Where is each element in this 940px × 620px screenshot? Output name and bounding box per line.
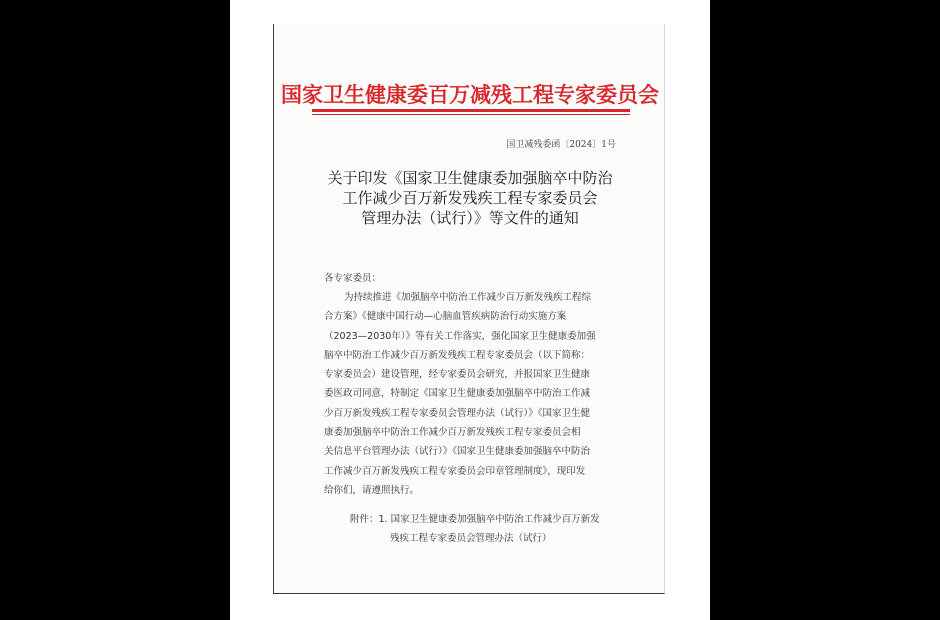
document-viewer: [230, 0, 710, 620]
attachment-item-continued: 残疾工程专家委员会管理办法（试行）: [390, 533, 552, 544]
body-line: 康委加强脑卒中防治工作减少百万新发残疾工程专家委员会相: [324, 427, 581, 439]
title-line: 管理办法（试行）》等文件的通知: [361, 209, 579, 227]
title-line: 工作减少百万新发残疾工程专家委员会: [342, 189, 598, 207]
salutation: 各专家委员：: [324, 273, 382, 284]
body-line: 给你们，请遵照执行。: [324, 484, 420, 496]
issuing-org-header: 国家卫生健康委百万减残工程专家委员会: [281, 82, 659, 107]
attachment-list: [350, 510, 600, 548]
scanned-page: [273, 24, 665, 594]
body-line: 委医政司同意，特制定《国家卫生健康委加强脑卒中防治工作减: [324, 388, 591, 400]
document-number: 国卫减残委函〔2024〕1号: [506, 140, 616, 150]
body-line: 工作减少百万新发残疾工程专家委员会印章管理制度》，现印发: [324, 465, 586, 477]
body-line: 脑卒中防治工作减少百万新发残疾工程专家委员会（以下简称：: [324, 349, 591, 361]
body-line: （2023—2030年）》等有关工作落实，强化国家卫生健康委加强: [324, 330, 596, 342]
red-separator-thin: [312, 114, 630, 115]
body-line: 合方案》《健康中国行动—心脑血管疾病防治行动实施方案: [324, 311, 567, 323]
title-line: 关于印发《国家卫生健康委加强脑卒中防治: [327, 169, 613, 187]
attachment-item: 附件：1. 国家卫生健康委加强脑卒中防治工作减少百万新发: [350, 514, 600, 525]
body-line: 为持续推进《加强脑卒中防治工作减少百万新发残疾工程综: [344, 292, 592, 303]
body-paragraph: [324, 288, 624, 500]
body-line: 关信息平台管理办法（试行）》《国家卫生健康委加强脑卒中防治: [324, 446, 591, 458]
document-title: [274, 168, 666, 228]
body-line: 少百万新发残疾工程专家委员会管理办法（试行）》《国家卫生健: [324, 407, 591, 419]
body-line: 专家委员会）建设管理，经专家委员会研究，并报国家卫生健康: [324, 369, 591, 381]
red-separator-thick: [312, 109, 630, 112]
